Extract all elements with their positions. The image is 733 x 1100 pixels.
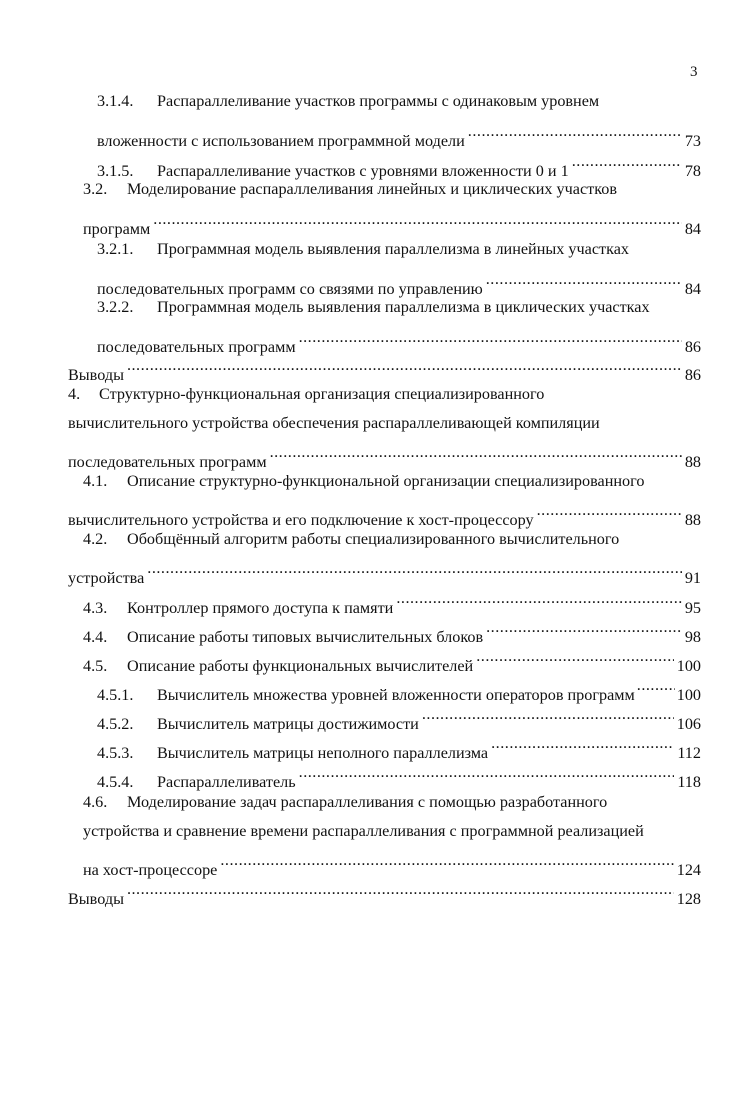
dot-leader (299, 757, 675, 787)
toc-title: Распараллеливатель (157, 773, 296, 791)
toc-title-cont: устройства (68, 569, 145, 587)
toc-page-number: 128 (676, 890, 701, 908)
toc-number: 4.4. (83, 628, 108, 646)
toc-entry-4-5-3[interactable] (97, 728, 701, 762)
toc-entry-conclusions-3[interactable] (68, 350, 701, 384)
toc-title-cont: программ (83, 220, 151, 238)
toc-title-cont: вычислительного устройства обеспечения распараллеливающей компиляции (68, 414, 600, 432)
toc-page-number: 86 (684, 366, 701, 384)
toc-number: 4.1. (83, 472, 108, 490)
toc-entry-4-1-line2[interactable] (68, 495, 701, 529)
toc-title: Описание работы типовых вычислительных блоков (127, 628, 484, 646)
toc-page-number: 124 (676, 861, 701, 879)
toc-entry-3-2-1-line2[interactable] (97, 264, 701, 298)
toc-entry-4-6-line3[interactable] (83, 845, 701, 879)
dot-leader (572, 146, 682, 176)
dot-leader (147, 553, 682, 583)
toc-title: Программная модель выявления параллелизма в циклических участках (157, 298, 650, 316)
toc-title: Распараллеливание участков с уровнями вложенности 0 и 1 (157, 162, 569, 180)
dot-leader (299, 322, 682, 352)
dot-leader (127, 350, 682, 380)
toc-number: 4.5.4. (97, 773, 134, 791)
toc-number: 3.2.2. (97, 298, 134, 316)
toc-entry-4-3[interactable] (83, 583, 701, 617)
toc-title: Распараллеливание участков программы с одинаковым уровнем (157, 92, 600, 110)
toc-entry-3-2-2-line1 (97, 292, 650, 322)
toc-page-number: 106 (676, 715, 701, 733)
toc-page-number: 88 (684, 511, 701, 529)
toc-number: 4.5.2. (97, 715, 134, 733)
toc-number: 4.2. (83, 530, 108, 548)
toc-entry-4-2-line1 (83, 524, 619, 554)
toc-entry-4-1-line1 (83, 466, 644, 496)
dot-leader (396, 583, 681, 613)
dot-leader (491, 728, 674, 758)
dot-leader (486, 612, 682, 642)
toc-title: Моделирование распараллеливания линейных и циклических участков (127, 180, 617, 198)
toc-title-cont: последовательных программ (68, 453, 267, 471)
toc-title: Выводы (68, 890, 124, 908)
toc-entry-4-5-2[interactable] (97, 699, 701, 733)
toc-title: Вычислитель матрицы достижимости (157, 715, 419, 733)
toc-title: Структурно-функциональная организация специализированного (99, 385, 545, 403)
dot-leader (270, 437, 682, 467)
toc-entry-4-5-4[interactable] (97, 757, 701, 791)
toc-title: Вычислитель матрицы неполного параллелизма (157, 744, 489, 762)
dot-leader (476, 641, 673, 671)
toc-entry-3-1-4-line1 (97, 86, 599, 116)
toc-number: 4.5.1. (97, 686, 134, 704)
toc-entry-3-2-line2[interactable] (83, 204, 701, 238)
dot-leader (127, 874, 674, 904)
toc-page-number: 88 (684, 453, 701, 471)
dot-leader (468, 116, 682, 146)
dot-leader (486, 264, 682, 294)
toc-title: Обобщённый алгоритм работы специализированного вычислительного (127, 530, 620, 548)
toc-entry-4-line3[interactable] (68, 437, 701, 471)
toc-entry-4-6-line1 (83, 787, 607, 817)
toc-number: 3.2.1. (97, 240, 134, 258)
dot-leader (422, 699, 674, 729)
toc-page-number: 84 (684, 220, 701, 238)
toc-page-number: 73 (684, 132, 701, 150)
toc-entry-3-2-line1 (83, 174, 617, 204)
toc-title: Описание структурно-функциональной организации специализированного (127, 472, 645, 490)
dot-leader (153, 204, 682, 234)
toc-page-number: 118 (677, 773, 701, 791)
toc-page-number: 112 (677, 744, 701, 762)
dot-leader (220, 845, 673, 875)
toc-entry-3-1-5[interactable] (97, 146, 701, 180)
toc-entry-conclusions-4[interactable] (68, 874, 701, 908)
toc-title-cont: устройства и сравнение времени распараллеливания с программной реализацией (83, 822, 644, 840)
toc-number: 3.1.5. (97, 162, 134, 180)
toc-page-number: 78 (684, 162, 701, 180)
toc-entry-3-1-4-line2[interactable] (97, 116, 701, 150)
toc-title-cont: вычислительного устройства и его подключение к хост-процессору (68, 511, 534, 529)
toc-entry-3-2-1-line1 (97, 234, 629, 264)
toc-number: 4.6. (83, 793, 108, 811)
toc-title: Контроллер прямого доступа к памяти (127, 599, 394, 617)
toc-page-number: 100 (676, 686, 701, 704)
toc-title-cont: вложенности с использованием программной модели (97, 132, 465, 150)
dot-leader (537, 495, 682, 525)
toc-title: Выводы (68, 366, 124, 384)
toc-title-cont: на хост-процессоре (83, 861, 218, 879)
toc-number: 3.2. (83, 180, 108, 198)
page-number: 3 (690, 64, 698, 80)
toc-page-number: 86 (684, 338, 701, 356)
toc-entry-4-line2 (68, 408, 600, 438)
toc-number: 3.1.4. (97, 92, 134, 110)
toc-entry-4-5[interactable] (83, 641, 701, 675)
toc-entry-4-line1 (68, 379, 544, 409)
toc-entry-4-2-line2[interactable] (68, 553, 701, 587)
toc-title-cont: последовательных программ (97, 338, 296, 356)
toc-title: Программная модель выявления параллелизма в линейных участках (157, 240, 629, 258)
toc-page-number: 98 (684, 628, 701, 646)
toc-page-number: 95 (684, 599, 701, 617)
toc-title-cont: последовательных программ со связями по управлению (97, 280, 483, 298)
toc-title: Описание работы функциональных вычислителей (127, 657, 474, 675)
toc-number: 4.5.3. (97, 744, 134, 762)
toc-entry-4-6-line2 (83, 816, 644, 846)
toc-number: 4. (68, 385, 81, 403)
dot-leader (637, 670, 675, 700)
toc-page-number: 91 (684, 569, 701, 587)
toc-entry-3-2-2-line2[interactable] (97, 322, 701, 356)
toc-number: 4.5. (83, 657, 108, 675)
toc-title: Вычислитель множества уровней вложенности операторов программ (157, 686, 635, 704)
toc-entry-4-4[interactable] (83, 612, 701, 646)
toc-page-number: 84 (684, 280, 701, 298)
toc-number: 4.3. (83, 599, 108, 617)
toc-entry-4-5-1[interactable] (97, 670, 701, 704)
toc-page-number: 100 (676, 657, 701, 675)
toc-title: Моделирование задач распараллеливания с помощью разработанного (127, 793, 608, 811)
